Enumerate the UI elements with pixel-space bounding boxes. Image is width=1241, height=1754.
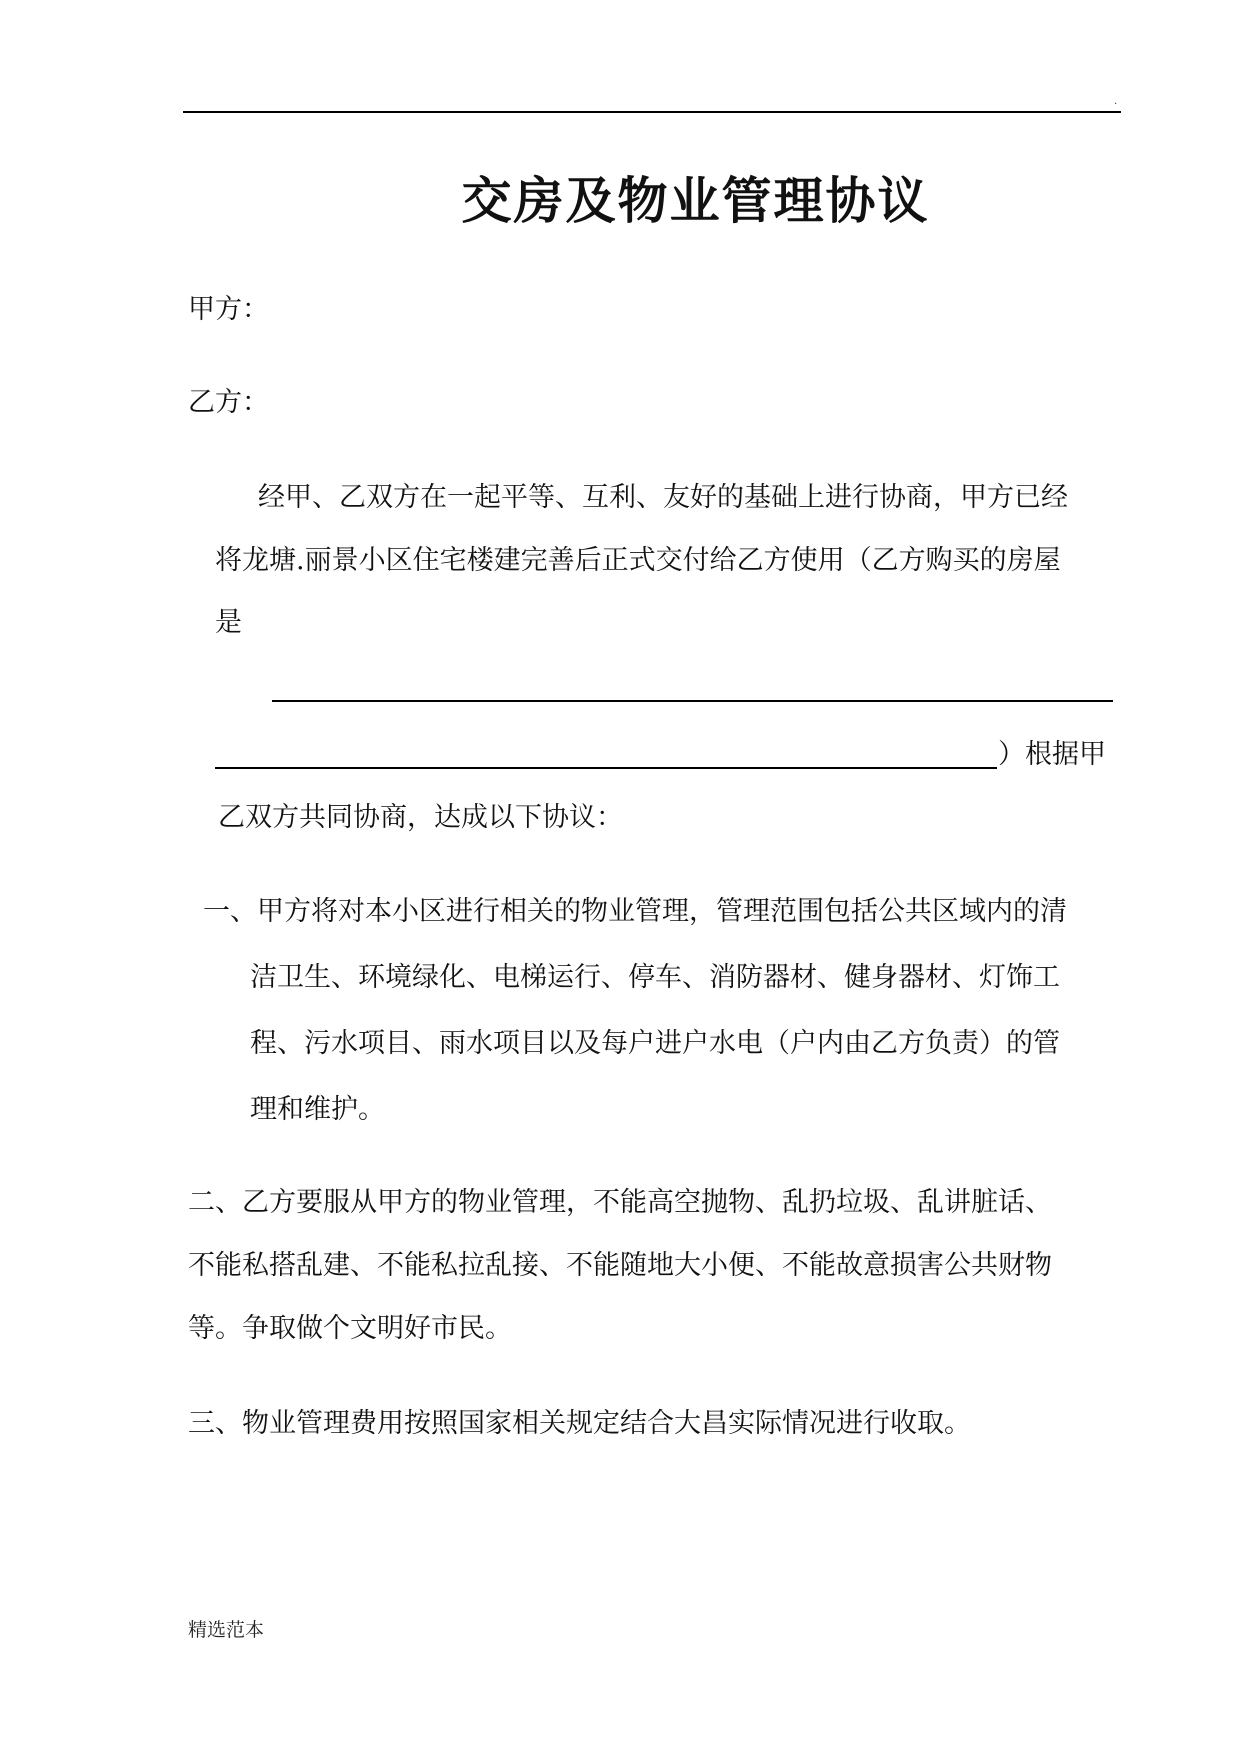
intro-line-2: 将龙塘.丽景小区住宅楼建完善后正式交付给乙方使用（乙方购买的房屋: [215, 545, 1061, 576]
footer-label: 精选范本: [188, 1619, 265, 1641]
clause-1-line-4: 理和维护。: [250, 1094, 385, 1125]
house-address-blank-2: [215, 767, 997, 769]
clause-1-line-1: 一、甲方将对本小区进行相关的物业管理，管理范围包括公共区域内的清: [203, 896, 1067, 927]
header-dot: .: [1114, 96, 1118, 107]
clause-2-line-2: 不能私搭乱建、不能私拉乱接、不能随地大小便、不能故意损害公共财物: [188, 1250, 1052, 1281]
house-address-blank-1: [272, 700, 1113, 702]
document-title: 交房及物业管理协议: [461, 172, 930, 230]
clause-3-line-1: 三、物业管理费用按照国家相关规定结合大昌实际情况进行收取。: [188, 1408, 971, 1439]
clause-2-line-3: 等。争取做个文明好市民。: [188, 1313, 512, 1344]
party-a-label: 甲方：: [188, 294, 269, 325]
intro-line-3: 是: [215, 607, 242, 638]
party-b-label: 乙方：: [188, 387, 269, 418]
clause-1-line-2: 洁卫生、环境绿化、电梯运行、停车、消防器材、健身器材、灯饰工: [250, 962, 1060, 993]
clause-2-line-1: 二、乙方要服从甲方的物业管理，不能高空抛物、乱扔垃圾、乱讲脏话、: [188, 1187, 1052, 1218]
intro-line-1: 经甲、乙双方在一起平等、互利、友好的基础上进行协商，甲方已经: [258, 482, 1068, 513]
header-rule: [183, 111, 1121, 113]
intro-line-4-suffix: ）根据甲: [998, 739, 1106, 770]
intro-line-5: 乙双方共同协商，达成以下协议：: [218, 802, 623, 833]
clause-1-line-3: 程、污水项目、雨水项目以及每户进户水电（户内由乙方负责）的管: [250, 1028, 1060, 1059]
